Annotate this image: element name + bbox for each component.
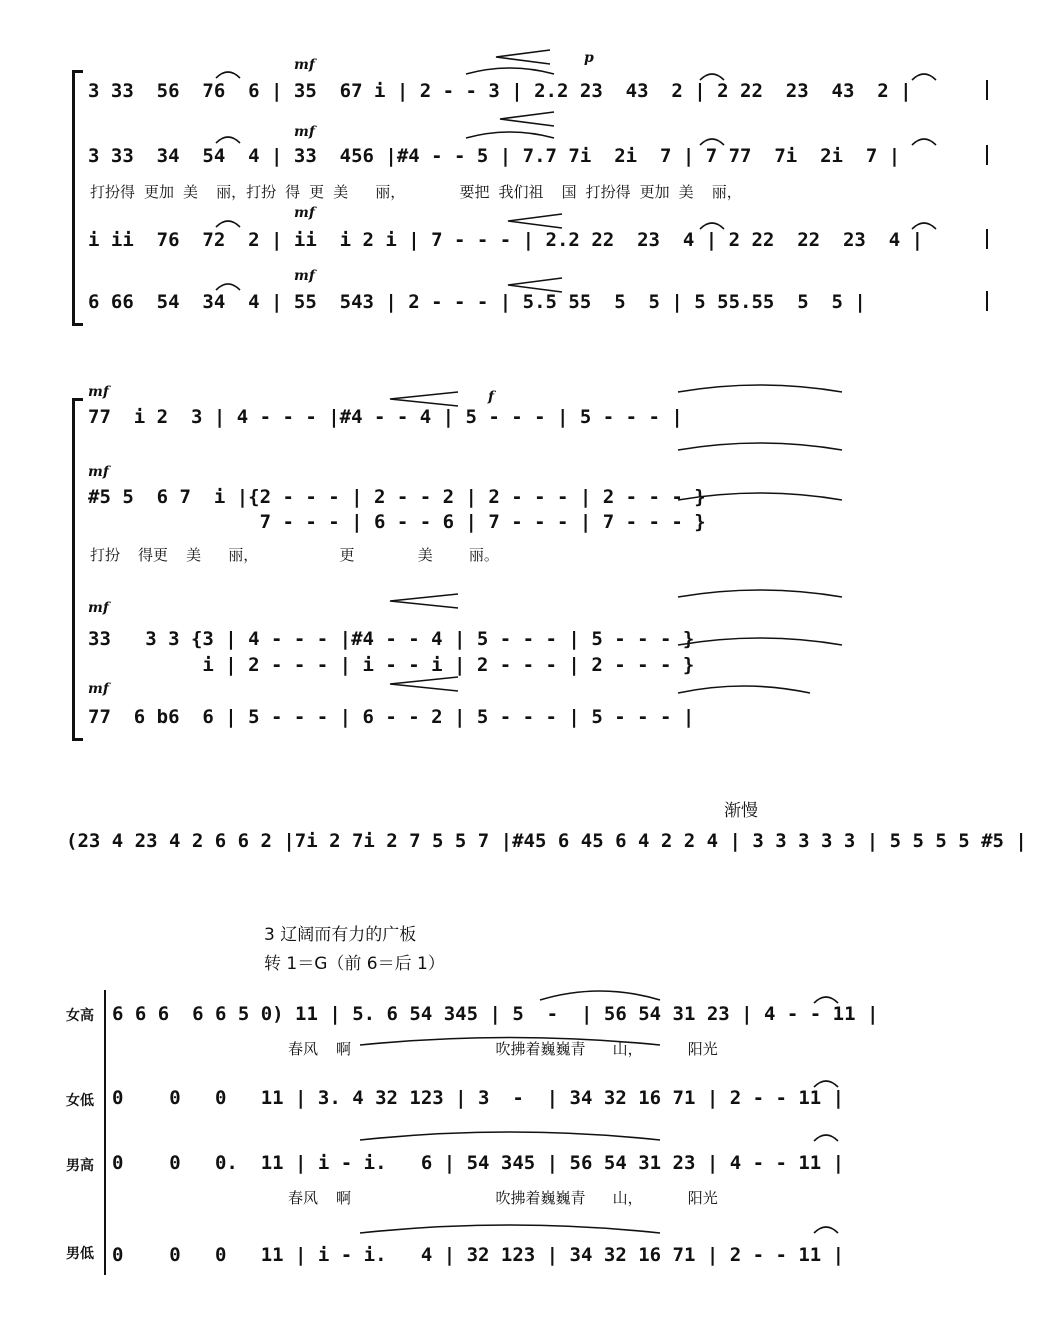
slur-mark	[678, 638, 842, 645]
dynamic-mf: mf	[294, 268, 315, 284]
slur-mark	[700, 139, 724, 145]
part-notes: 0 0 0 11 | 3. 4 32 123 | 3 - | 34 32 16 71 | 2 - - 11 |	[112, 1087, 845, 1109]
slur-mark	[912, 223, 936, 229]
part-1-notes: 3 33 56 76 6 | 35 67 i | 2 - - 3 | 2.2 23 43 2 | 2 22 23 43 2 |	[88, 80, 912, 102]
dynamic-mf: mf	[294, 124, 315, 140]
dynamic-mf: mf	[88, 464, 109, 480]
part-label: 女低	[66, 1093, 94, 1109]
part-2b-notes: 7 - - - | 6 - - 6 | 7 - - - | 7 - - - }	[88, 511, 706, 533]
slur-mark	[814, 1135, 838, 1141]
part-4-notes: 6 66 54 34 4 | 55 543 | 2 - - - | 5.5 55 5 5 | 5 55.55 5 5 |	[88, 291, 866, 313]
slur-mark	[216, 221, 240, 227]
lyric-line: 打扮 得更 美 丽， 更 美 丽。	[90, 546, 499, 564]
slur-mark	[466, 132, 554, 138]
dynamic-mf: mf	[294, 205, 315, 221]
lyric-line: 春风 啊 吹拂着巍巍青 山， 阳光	[288, 1040, 718, 1058]
part-2-notes: 3 33 34 54 4 | 33 456 |#4 - - 5 | 7.7 7i 2i 7 | 7 77 7i 2i 7 |	[88, 145, 901, 167]
crescendo-hairpin	[390, 677, 458, 691]
slur-mark	[360, 1225, 660, 1233]
part-notes: 0 0 0 11 | i - i. 4 | 32 123 | 34 32 16 71 | 2 - - 11 |	[112, 1244, 845, 1266]
slur-mark	[678, 686, 810, 693]
dynamic-mf: mf	[294, 57, 315, 73]
slur-mark	[216, 72, 240, 78]
crescendo-hairpin	[390, 594, 458, 608]
dynamic-mf: mf	[88, 600, 109, 616]
part-label: 男低	[66, 1246, 94, 1262]
slur-mark	[700, 223, 724, 229]
lyric-line: 打扮得 更加 美 丽，打扮 得 更 美 丽， 要把 我们祖 国 打扮得 更加 美 丽，	[90, 183, 742, 201]
crescendo-hairpin	[496, 50, 550, 64]
slur-mark	[216, 284, 240, 290]
slur-mark	[912, 139, 936, 145]
slur-mark	[540, 991, 660, 1000]
slur-mark	[678, 443, 842, 450]
tempo-change: 渐慢	[724, 801, 758, 821]
part-label: 女高	[66, 1008, 94, 1024]
lyric-line: 春风 啊 吹拂着巍巍青 山， 阳光	[288, 1189, 718, 1207]
crescendo-hairpin	[508, 278, 562, 292]
part-2-notes: #5 5 6 7 i |{2 - - - | 2 - - 2 | 2 - - - | 2 - - - }	[88, 486, 706, 508]
part-label: 男高	[66, 1158, 94, 1174]
slur-mark	[466, 68, 554, 74]
slur-mark	[678, 493, 842, 500]
slur-mark	[814, 1081, 838, 1087]
dynamic-p: p	[584, 50, 594, 66]
part-3b-notes: i | 2 - - - | i - - i | 2 - - - | 2 - - - }	[88, 654, 695, 676]
slur-mark	[360, 1132, 660, 1140]
slur-mark	[216, 137, 240, 143]
dynamic-mf: mf	[88, 384, 109, 400]
part-notes: 0 0 0. 11 | i - i. 6 | 54 345 | 56 54 31 23 | 4 - - 11 |	[112, 1152, 845, 1174]
dynamic-f: f	[488, 389, 495, 405]
slur-mark	[360, 1038, 660, 1046]
crescendo-hairpin	[500, 112, 554, 126]
part-1-notes: 77 i 2 3 | 4 - - - |#4 - - 4 | 5 - - - | 5 - - - |	[88, 406, 683, 428]
dynamic-mf: mf	[88, 681, 109, 697]
section-title: 3 辽阔而有力的广板	[264, 925, 417, 945]
slur-mark	[700, 74, 724, 80]
slur-mark	[678, 385, 842, 392]
instrumental-notes: (23 4 23 4 2 6 6 2 |7i 2 7i 2 7 5 5 7 |#45 6 45 6 4 2 2 4 | 3 3 3 3 3 | 5 5 5 5 #5 |	[66, 830, 1027, 852]
part-4-notes: 77 6 b6 6 | 5 - - - | 6 - - 2 | 5 - - - | 5 - - - |	[88, 706, 695, 728]
slur-mark	[678, 590, 842, 597]
slur-mark	[814, 1227, 838, 1233]
crescendo-hairpin	[390, 392, 458, 406]
slur-mark	[912, 74, 936, 80]
key-change: 转 1＝G（前 6＝后 1）	[264, 954, 445, 974]
part-3-notes: 33 3 3 {3 | 4 - - - |#4 - - 4 | 5 - - - | 5 - - - }	[88, 628, 695, 650]
part-notes: 6 6 6 6 6 5 0) 11 | 5. 6 54 345 | 5 - | 56 54 31 23 | 4 - - 11 |	[112, 1003, 879, 1025]
part-3-notes: i ii 76 72 2 | ii i 2 i | 7 - - - | 2.2 22 23 4 | 2 22 22 23 4 |	[88, 229, 924, 251]
crescendo-hairpin	[508, 214, 562, 228]
slur-mark	[814, 997, 838, 1003]
